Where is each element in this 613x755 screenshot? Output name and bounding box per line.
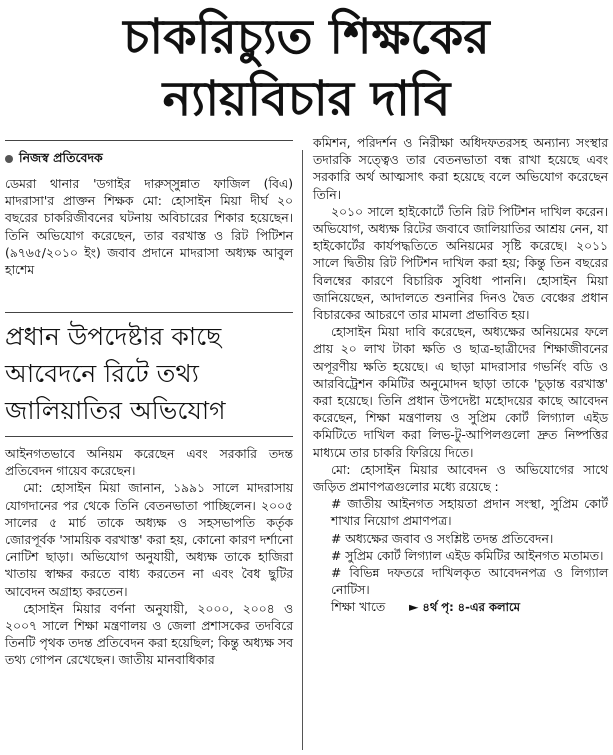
divider bbox=[5, 436, 293, 437]
column-rule bbox=[302, 150, 303, 750]
byline-text: নিজস্ব প্রতিবেদক bbox=[19, 150, 103, 165]
headline-line-1: চাকরিচ্যুত শিক্ষকের bbox=[123, 9, 490, 65]
paragraph: কমিশন, পরিদর্শন ও নিরীক্ষা অধিদফতরসহ অন্যান্য সংস্থার তদারকি সত্ত্বেও তার বেতনভাতা বন্ধ রাখা হয়েছে এবং সরকারি অর্থ আত্মসাৎ করা হয়েছে বলে অভিযোগ করেছেন তিনি। bbox=[313, 136, 608, 202]
headline bbox=[0, 6, 613, 130]
paragraph: হোসাইন মিয়া দাবি করেছেন, অধ্যক্ষের অনিয়মের ফলে প্রায় ২০ লাখ টাকা ক্ষতি ও ছাত্র-ছাত্রীদের শিক্ষাজীবনের অপূরণীয় ক্ষতি হয়েছে। এ ছাড়া মাদরাসার গভর্নিং বডি ও আরবিট্রেশন কমিটির অনুমোদন ছাড়া তাকে 'চূড়ান্ত বরখাস্ত' করা হয়েছে। তিনি প্রধান উপদেষ্টা মহোদয়ের কাছে আবেদন করেছেন, শিক্ষা মন্ত্রণালয় ও সুপ্রিম কোর্ট লিগ্যাল এইড কমিটিতে দাখিল করা লিভ-টু-আপিলগুলো দ্রুত নিষ্পত্তির মাধ্যমে তার চাকরি ফিরিয়ে দিতে। bbox=[313, 325, 608, 460]
right-column bbox=[313, 135, 608, 617]
list-item: # অধ্যক্ষের জবাব ও সংশ্লিষ্ট তদন্ত প্রতিবেদন। bbox=[331, 531, 554, 546]
subhead-line-1: প্রধান উপদেষ্টার কাছে bbox=[5, 322, 222, 351]
paragraph: মো: হোসাইন মিয়া জানান, ১৯৯১ সালে মাদরাসায় যোগদানের পর থেকে তিনি বেতনভাতা পাচ্ছিলেন। ২০০৫ সালের ৫ মার্চ তাকে অধ্যক্ষ ও সহসভাপতি কর্তৃক জোরপূর্বক 'সাময়িক বরখাস্ত' করা হয়, কোনো কারণ দর্শানো নোটিশ ছাড়া। অভিযোগ অনুযায়ী, অধ্যক্ষ তাকে হাজিরা খাতায় স্বাক্ষর করতে বাধ্য করতেন না এবং বৈধ ছুটির আবেদন অগ্রাহ্য করতেন। bbox=[5, 481, 293, 599]
continued-note: ৪র্থ পৃ: ৪-এর কলামে bbox=[422, 600, 520, 615]
footer-line bbox=[313, 599, 608, 616]
paragraph: ২০১০ সালে হাইকোর্টে তিনি রিট পিটিশন দাখিল করেন। অভিযোগ, অধ্যক্ষ রিটের জবাবে জালিয়াতির আশ্রয় নেন, যা হাইকোর্টের কার্যপদ্ধতিতে অনিয়মের সৃষ্টি করেছে। ২০১১ সালে দ্বিতীয় রিট পিটিশন দাখিল করা হয়; কিন্তু তিন বছরের বিলম্বের কারণে বিচারিক সুবিধা পাননি। হোসাইন মিয়া জানিয়েছেন, আদালতে শুনানির দিনও দ্বৈত বেঞ্চের প্রধান বিচারকের আচরণে তার মামলা প্রভাবিত হয়। bbox=[313, 204, 608, 323]
arrow-icon: ► bbox=[408, 600, 419, 615]
footer-left: শিক্ষা খাতে bbox=[331, 600, 386, 615]
paragraph: হোসাইন মিয়ার বর্ণনা অনুযায়ী, ২০০০, ২০০৪ ও ২০০৭ সালে শিক্ষা মন্ত্রণালয় ও জেলা প্রশাসকের তদবিরে তিনটি পৃথক তদন্ত প্রতিবেদন করা হয়েছিল; কিন্তু অধ্যক্ষ সব তথ্য গোপন রেখেছেন। জাতীয় মানবাধিকার bbox=[5, 601, 293, 668]
subheadline bbox=[5, 318, 293, 429]
byline bbox=[5, 150, 103, 170]
headline-line-2: ন্যায়বিচার দাবি bbox=[162, 71, 451, 127]
subhead-line-3: জালিয়াতির অভিযোগ bbox=[5, 396, 226, 425]
paragraph: আইনগতভাবে অনিয়ম করেছেন এবং সরকারি তদন্ত প্রতিবেদন গায়েব করেছেন। bbox=[5, 447, 293, 479]
paragraph: মো: হোসাইন মিয়ার আবেদন ও অভিযোগের সাথে জড়িত প্রমাণপত্রগুলোর মধ্যে রয়েছে : bbox=[313, 462, 608, 495]
divider bbox=[5, 140, 293, 141]
evidence-list bbox=[313, 496, 608, 599]
divider bbox=[5, 312, 293, 313]
list-item: # বিভিন্ন দফতরে দাখিলকৃত আবেদনপত্র ও লিগ্যাল নোটিস। bbox=[331, 566, 608, 598]
list-item: # সুপ্রিম কোর্ট লিগ্যাল এইড কমিটির আইনগত মতামত। bbox=[331, 548, 604, 563]
left-column-bottom bbox=[5, 446, 293, 670]
paragraph: ডেমরা থানার 'ডগাইর দারুস্সুন্নাত ফাজিল (বিএ) মাদরাসা'র প্রাক্তন শিক্ষক মো: হোসাইন মিয়া দীর্ঘ ২০ বছরের চাকরিজীবনের ঘটনায় অবিচারের শিকার হয়েছেন। তিনি অভিযোগ করেছেন, তার বরখাস্ত ও রিট পিটিশন (৯৭৬৫/২০১০ ইং) জবাব প্রদানে মাদরাসা অধ্যক্ষ আবুল হাশেম bbox=[5, 177, 293, 278]
list-item: # জাতীয় আইনগত সহায়তা প্রদান সংস্থা, সুপ্রিম কোর্ট শাখার নিয়োগ প্রমাণপত্র। bbox=[331, 497, 608, 529]
subhead-line-2: আবেদনে রিটে তথ্য bbox=[5, 359, 199, 388]
bullet-icon bbox=[5, 155, 13, 163]
left-column-top bbox=[5, 176, 293, 279]
